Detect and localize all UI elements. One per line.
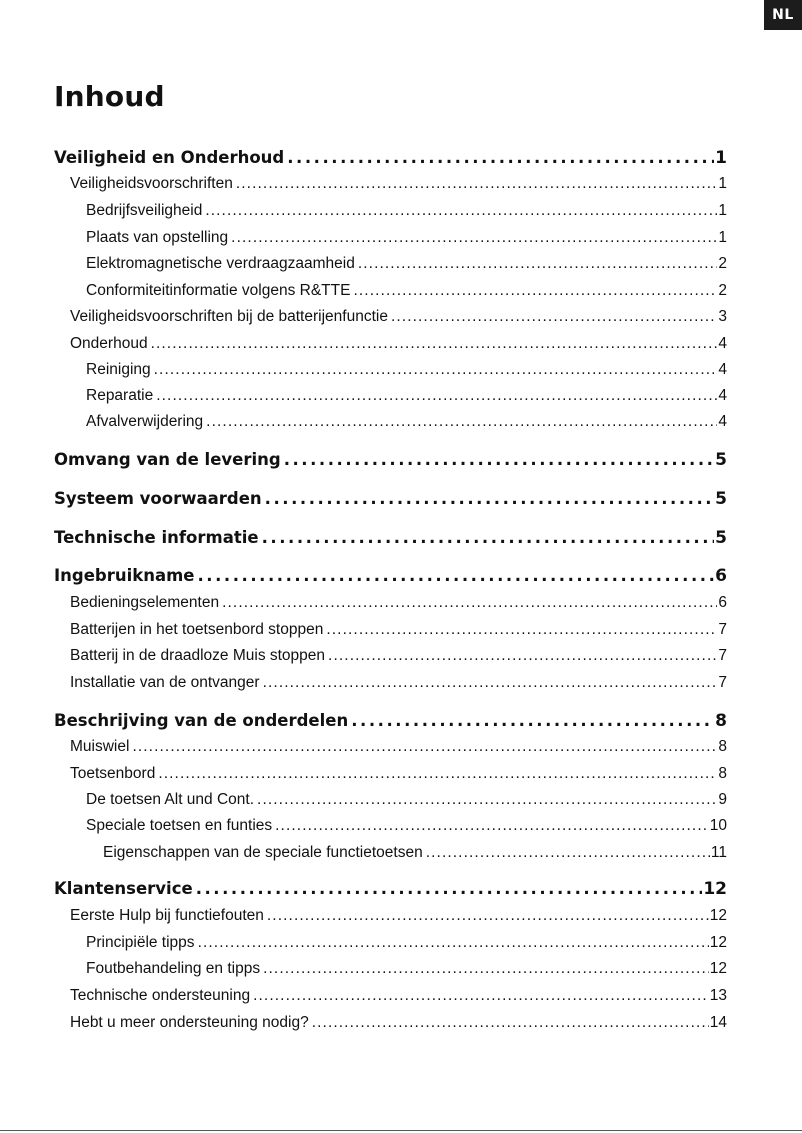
toc-entry-label: Technische ondersteuning xyxy=(70,987,251,1004)
dot-leader xyxy=(326,619,717,641)
toc-entry[interactable] xyxy=(54,147,727,169)
toc-entry-page-number: 5 xyxy=(715,528,727,548)
dot-leader xyxy=(358,253,718,275)
toc-entry-page-number: 5 xyxy=(715,489,727,509)
toc-entry-page-number: 4 xyxy=(718,413,727,430)
toc-entry[interactable] xyxy=(54,527,727,549)
toc-entry-page-number: 1 xyxy=(718,175,727,192)
toc-entry[interactable] xyxy=(70,333,727,355)
language-tab: NL xyxy=(764,0,802,30)
dot-leader xyxy=(262,527,715,549)
toc-entry-label: Beschrijving van de onderdelen xyxy=(54,711,349,730)
toc-entry[interactable] xyxy=(54,710,727,732)
toc-entry-label: Technische informatie xyxy=(54,528,259,547)
dot-leader xyxy=(231,227,717,249)
toc-entry-page-number: 6 xyxy=(715,566,727,586)
toc-entry[interactable] xyxy=(86,789,727,811)
dot-leader xyxy=(351,710,714,732)
dot-leader xyxy=(328,645,717,667)
dot-leader xyxy=(253,985,709,1007)
toc-entry-label: Speciale toetsen en funties xyxy=(86,817,273,834)
dot-leader xyxy=(284,449,714,471)
toc-entry-label: Batterij in de draadloze Muis stoppen xyxy=(70,647,326,664)
dot-leader xyxy=(151,333,718,355)
dot-leader xyxy=(263,672,718,694)
toc-entry[interactable] xyxy=(86,253,727,275)
toc-entry-label: De toetsen Alt und Cont. xyxy=(86,791,255,808)
dot-leader xyxy=(198,932,709,954)
toc-entry-page-number: 6 xyxy=(718,594,727,611)
dot-leader xyxy=(156,385,717,407)
toc-entry-label: Plaats van opstelling xyxy=(86,229,229,246)
toc-entry[interactable] xyxy=(86,958,727,980)
toc-entry-page-number: 11 xyxy=(710,844,727,861)
toc-entry[interactable] xyxy=(54,488,727,510)
toc-entry[interactable] xyxy=(70,905,727,927)
toc-entry-label: Batterijen in het toetsenbord stoppen xyxy=(70,621,324,638)
toc-entry-label: Principiële tipps xyxy=(86,934,195,951)
dot-leader xyxy=(236,173,718,195)
toc-entry[interactable] xyxy=(70,672,727,694)
toc-entry[interactable] xyxy=(70,763,727,785)
toc-entry[interactable] xyxy=(70,645,727,667)
toc-entry[interactable] xyxy=(70,619,727,641)
dot-leader xyxy=(257,789,717,811)
toc-entry-page-number: 12 xyxy=(709,934,727,951)
dot-leader xyxy=(132,736,717,758)
toc-entry[interactable] xyxy=(54,449,727,471)
toc-entry[interactable] xyxy=(70,592,727,614)
dot-leader xyxy=(275,815,709,837)
toc-entry-page-number: 1 xyxy=(718,229,727,246)
dot-leader xyxy=(206,411,717,433)
toc-entry-label: Klantenservice xyxy=(54,879,193,898)
toc-entry-page-number: 8 xyxy=(718,738,727,755)
toc-entry[interactable] xyxy=(86,359,727,381)
toc-entry-page-number: 1 xyxy=(715,148,727,168)
toc-entry[interactable] xyxy=(70,173,727,195)
toc-entry[interactable] xyxy=(70,736,727,758)
toc-entry-label: Bedieningselementen xyxy=(70,594,220,611)
toc-entry-label: Muiswiel xyxy=(70,738,130,755)
toc-entry-label: Foutbehandeling en tipps xyxy=(86,960,261,977)
dot-leader xyxy=(265,488,715,510)
toc-entry[interactable] xyxy=(54,565,727,587)
toc-entry-label: Reparatie xyxy=(86,387,154,404)
toc-entry-page-number: 12 xyxy=(709,960,727,977)
toc-entry-page-number: 3 xyxy=(718,308,727,325)
dot-leader xyxy=(353,280,717,302)
toc-entry-page-number: 12 xyxy=(703,879,727,899)
toc-entry-label: Reiniging xyxy=(86,361,151,378)
dot-leader xyxy=(158,763,717,785)
toc-entry[interactable] xyxy=(86,815,727,837)
toc-entry-page-number: 2 xyxy=(718,282,727,299)
toc-entry-page-number: 1 xyxy=(718,202,727,219)
toc-entry-page-number: 4 xyxy=(718,387,727,404)
toc-entry-label: Onderhoud xyxy=(70,335,148,352)
toc-entry-page-number: 10 xyxy=(709,817,727,834)
toc-entry[interactable] xyxy=(70,985,727,1007)
toc-entry-page-number: 4 xyxy=(718,335,727,352)
dot-leader xyxy=(426,842,710,864)
page-title: Inhoud xyxy=(54,80,165,113)
toc-entry[interactable] xyxy=(86,280,727,302)
toc-entry-page-number: 8 xyxy=(718,765,727,782)
toc-entry-page-number: 7 xyxy=(718,674,727,691)
toc-entry-label: Omvang van de levering xyxy=(54,450,281,469)
dot-leader xyxy=(263,958,709,980)
toc-entry[interactable] xyxy=(103,842,727,864)
toc-entry-page-number: 14 xyxy=(709,1014,727,1031)
dot-leader xyxy=(205,200,717,222)
toc-entry-label: Eigenschappen van de speciale functietoetsen xyxy=(103,844,423,861)
toc-entry-page-number: 2 xyxy=(718,255,727,272)
dot-leader xyxy=(312,1012,709,1034)
toc-entry[interactable] xyxy=(86,200,727,222)
dot-leader xyxy=(267,905,709,927)
toc-entry[interactable] xyxy=(86,411,727,433)
dot-leader xyxy=(287,147,714,169)
toc-entry-page-number: 13 xyxy=(709,987,727,1004)
footer-divider xyxy=(0,1130,802,1131)
toc-entry[interactable] xyxy=(86,227,727,249)
toc-entry[interactable] xyxy=(70,306,727,328)
toc-entry-label: Veiligheidsvoorschriften bij de batterijenfunctie xyxy=(70,308,388,325)
toc-entry[interactable] xyxy=(54,878,727,900)
toc-entry[interactable] xyxy=(70,1012,727,1034)
toc-entry-label: Conformiteitinformatie volgens R&TTE xyxy=(86,282,351,299)
toc-entry-page-number: 8 xyxy=(715,711,727,731)
toc-entry-label: Systeem voorwaarden xyxy=(54,489,262,508)
toc-entry-label: Afvalverwijdering xyxy=(86,413,204,430)
dot-leader xyxy=(154,359,718,381)
toc-entry-page-number: 4 xyxy=(718,361,727,378)
toc-entry-label: Toetsenbord xyxy=(70,765,156,782)
toc-entry-label: Eerste Hulp bij functiefouten xyxy=(70,907,264,924)
dot-leader xyxy=(196,878,703,900)
toc-entry-page-number: 12 xyxy=(709,907,727,924)
dot-leader xyxy=(197,565,714,587)
toc-entry-label: Veiligheidsvoorschriften xyxy=(70,175,233,192)
toc-entry[interactable] xyxy=(86,385,727,407)
toc-entry-label: Ingebruikname xyxy=(54,566,195,585)
toc-entry-page-number: 7 xyxy=(718,621,727,638)
toc-entry[interactable] xyxy=(86,932,727,954)
toc-entry-page-number: 7 xyxy=(718,647,727,664)
toc-entry-page-number: 5 xyxy=(715,450,727,470)
toc-entry-label: Installatie van de ontvanger xyxy=(70,674,260,691)
toc-entry-label: Bedrijfsveiligheid xyxy=(86,202,203,219)
toc-entry-label: Veiligheid en Onderhoud xyxy=(54,148,285,167)
toc-entry-label: Elektromagnetische verdraagzaamheid xyxy=(86,255,355,272)
dot-leader xyxy=(391,306,717,328)
toc-entry-page-number: 9 xyxy=(718,791,727,808)
dot-leader xyxy=(222,592,717,614)
toc-entry-label: Hebt u meer ondersteuning nodig? xyxy=(70,1014,309,1031)
